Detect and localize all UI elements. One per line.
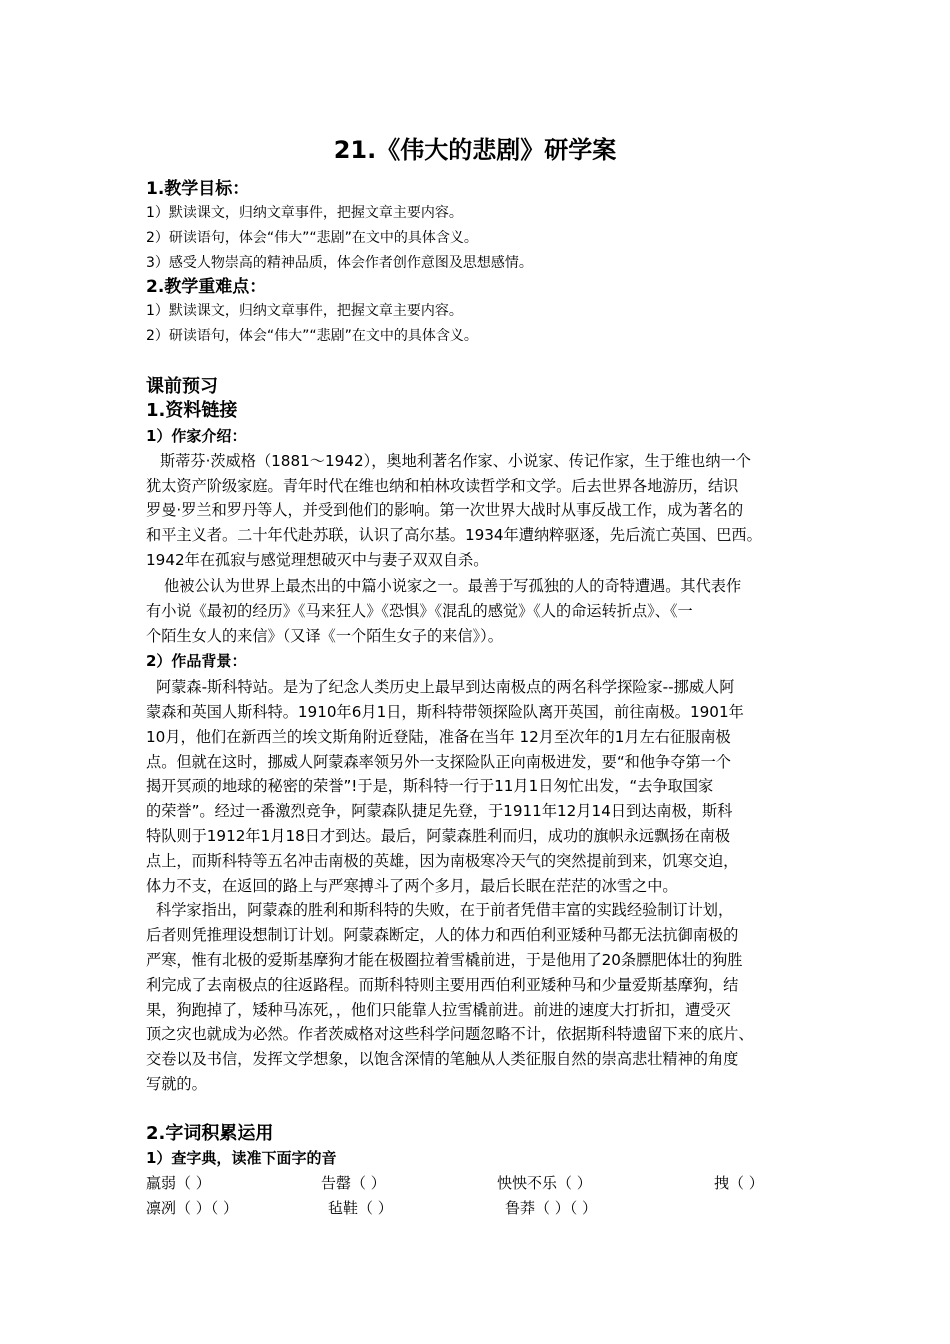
author-paragraph-line: 斯蒂芬·茨威格（1881～1942），奥地利著名作家、小说家、传记作家，生于维也纳一个: [160, 452, 751, 470]
preview-heading: 课前预习: [146, 376, 218, 397]
background-paragraph-line: 点上，而斯科特等五名冲击南极的英雄，因为南极寒冷天气的突然提前到来，饥寒交迫，: [146, 852, 739, 870]
background-paragraph-line: 顶之灾也就成为必然。作者茨威格对这些科学问题忽略不计，依据斯科特遗留下来的底片、: [146, 1025, 754, 1043]
author-paragraph-line: 1942年在孤寂与感觉理想破灭中与妻子双双自杀。: [146, 551, 489, 569]
vocab-heading: 2.字词积累运用: [146, 1123, 274, 1144]
background-paragraph-line: 写就的。: [146, 1075, 207, 1093]
background-label: 2）作品背景：: [146, 652, 247, 670]
background-paragraph-line: 阿蒙森-斯科特站。是为了纪念人类历史上最早到达南极点的两名科学探险家--挪威人阿: [156, 678, 735, 696]
vocab-item: 羸弱（ ）: [146, 1174, 211, 1192]
background-paragraph-line: 利完成了去南极点的往返路程。而斯科特则主要用西伯利亚矮种马和少量爱斯基摩狗，结: [146, 976, 739, 994]
section-heading-teaching-goals: 1.教学目标：: [146, 179, 250, 199]
author-paragraph-line: 罗曼·罗兰和罗丹等人，并受到他们的影响。第一次世界大战时从事反战工作，成为著名的: [146, 501, 744, 519]
goal-item: 3）感受人物崇高的精神品质，体会作者创作意图及思想感情。: [146, 255, 533, 271]
background-paragraph-line: 揭开冥顽的地球的秘密的荣誉”!于是，斯科特一行于11月1日匆忙出发，“去争取国家: [146, 777, 714, 795]
background-paragraph-line: 10月，他们在新西兰的埃文斯角附近登陆，准备在当年 12月至次年的1月左右征服南极: [146, 728, 731, 746]
vocab-item: 毡鞋（ ）: [328, 1199, 393, 1217]
goal-item: 1）默读课文，归纳文章事件，把握文章主要内容。: [146, 205, 463, 221]
materials-heading: 1.资料链接: [146, 400, 238, 421]
vocab-item: 凛冽（ ）（ ）: [146, 1199, 239, 1217]
background-paragraph-line: 的荣誉”。经过一番激烈竞争，阿蒙森队捷足先登，于1911年12月14日到达南极，斯科: [146, 802, 733, 820]
author-paragraph-line: 犹太资产阶级家庭。青年时代在维也纳和柏林攻读哲学和文学。后去世界各地游历，结识: [146, 477, 739, 495]
background-paragraph-line: 果，狗跑掉了，矮种马冻死，，他们只能靠人拉雪橇前进。前进的速度大打折扣，遭受灭: [146, 1001, 731, 1019]
background-paragraph-line: 蒙森和英国人斯科特。1910年6月1日，斯科特带领探险队离开英国，前往南极。1901年: [146, 703, 744, 721]
vocab-item: 告罄（ ）: [321, 1174, 386, 1192]
author-paragraph-line: 有小说《最初的经历》《马来狂人》《恐惧》《混乱的感觉》《人的命运转折点》、《一: [146, 602, 693, 620]
section-heading-key-points: 2.教学重难点：: [146, 277, 267, 297]
vocab-item: 怏怏不乐（ ）: [497, 1174, 592, 1192]
author-intro-label: 1）作家介绍：: [146, 427, 247, 445]
key-point-item: 2）研读语句，体会“伟大”“悲剧”在文中的具体含义。: [146, 328, 478, 344]
vocab-item: 拽（ ）: [714, 1174, 764, 1192]
author-paragraph-line: 和平主义者。二十年代赴苏联，认识了高尔基。1934年遭纳粹驱逐，先后流亡英国、巴西。: [146, 526, 762, 544]
background-paragraph-line: 后者则凭推理设想制订计划。阿蒙森断定，人的体力和西伯利亚矮种马都无法抗御南极的: [146, 926, 739, 944]
author-paragraph-line: 个陌生女人的来信》（又译《一个陌生女子的来信》）。: [146, 627, 503, 645]
background-paragraph-line: 科学家指出，阿蒙森的胜利和斯科特的失败，在于前者凭借丰富的实践经验制订计划，: [156, 901, 734, 919]
goal-item: 2）研读语句，体会“伟大”“悲剧”在文中的具体含义。: [146, 230, 478, 246]
key-point-item: 1）默读课文，归纳文章事件，把握文章主要内容。: [146, 303, 463, 319]
vocab-subheading: 1）查字典，读准下面字的音: [146, 1149, 337, 1167]
background-paragraph-line: 特队则于1912年1月18日才到达。最后，阿蒙森胜利而归，成功的旗帜永远飘扬在南极: [146, 827, 731, 845]
background-paragraph-line: 点。但就在这时，挪威人阿蒙森率领另外一支探险队正向南极进发，要“和他争夺第一个: [146, 753, 731, 771]
background-paragraph-line: 体力不支，在返回的路上与严寒搏斗了两个多月，最后长眠在茫茫的冰雪之中。: [146, 877, 678, 895]
page-title: 21.《伟大的悲剧》研学案: [333, 136, 617, 164]
vocab-item: 鲁莽（ ）（ ）: [505, 1199, 598, 1217]
background-paragraph-line: 严寒，惟有北极的爱斯基摩狗才能在极圈拉着雪橇前进，于是他用了20条膘肥体壮的狗胜: [146, 951, 743, 969]
background-paragraph-line: 交卷以及书信，发挥文学想象，以饱含深情的笔触从人类征服自然的崇高悲壮精神的角度: [146, 1050, 739, 1068]
author-paragraph-line: 他被公认为世界上最杰出的中篇小说家之一。最善于写孤独的人的奇特遭遇。其代表作: [164, 577, 742, 595]
